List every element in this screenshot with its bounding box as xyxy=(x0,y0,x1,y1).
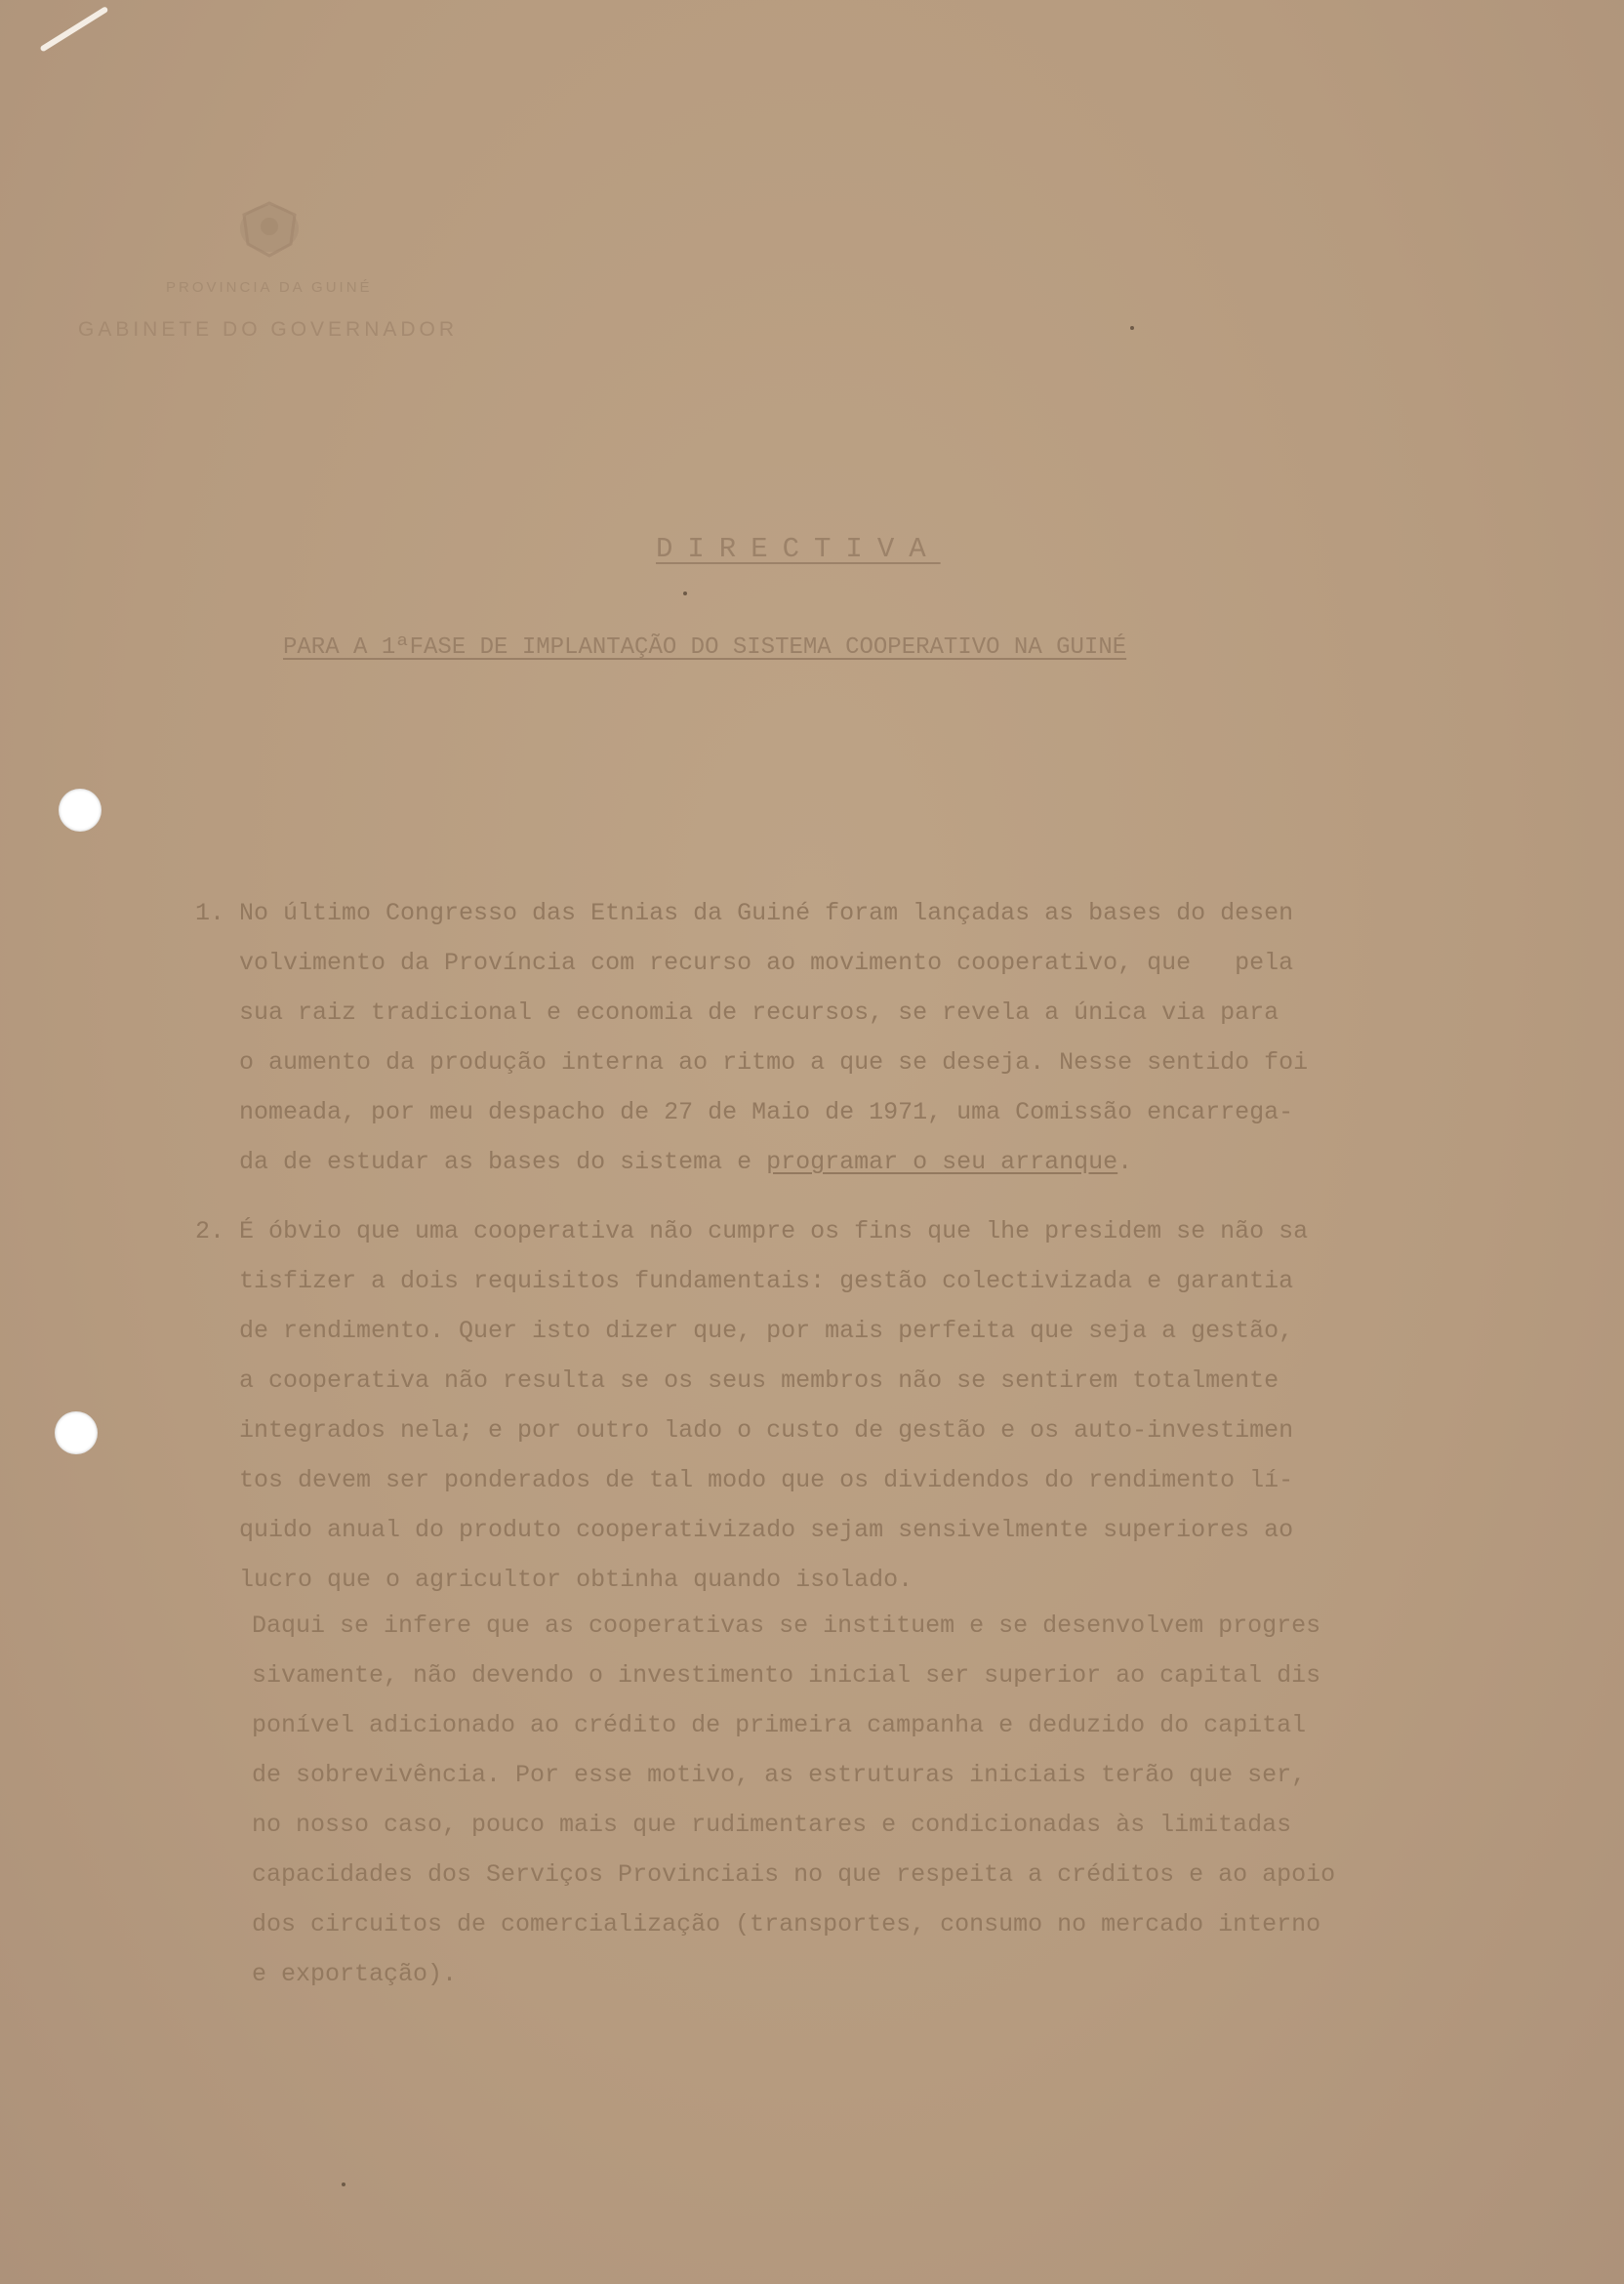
paragraph-line: Daqui se infere que as cooperativas se instituem e se desenvolvem progres xyxy=(252,1611,1321,1640)
paragraph-line-final xyxy=(195,1137,1308,1187)
paragraph-line: dos circuitos de comercialização (transportes, consumo no mercado interno xyxy=(252,1910,1321,1938)
paragraph-line: ponível adicionado ao crédito de primeira campanha e deduzido do capital xyxy=(252,1711,1307,1739)
letterhead-office: GABINETE DO GOVERNADOR xyxy=(78,318,459,341)
paragraph-line-end: . xyxy=(1117,1148,1133,1176)
paragraph-line: capacidades dos Serviços Provinciais no que respeita a créditos e ao apoio xyxy=(252,1860,1336,1889)
paragraph-line: 2. É óbvio que uma cooperativa não cumpre os fins que lhe presidem se não sa xyxy=(195,1217,1309,1245)
paragraph-3 xyxy=(252,1601,1335,1999)
paragraph-line: lucro que o agricultor obtinha quando isolado. xyxy=(195,1566,914,1594)
paragraph-line: quido anual do produto cooperativizado sejam sensivelmente superiores ao xyxy=(195,1516,1294,1544)
coat-of-arms-icon xyxy=(223,195,316,264)
paragraph-line: e exportação). xyxy=(252,1960,458,1988)
letterhead-province: PROVINCIA DA GUINÉ xyxy=(166,279,373,296)
paragraph-line: de rendimento. Quer isto dizer que, por mais perfeita que seja a gestão, xyxy=(195,1317,1294,1345)
paper-speck xyxy=(683,591,687,595)
paper-speck xyxy=(342,2182,345,2186)
paragraph-line: no nosso caso, pouco mais que rudimentares e condicionadas às limitadas xyxy=(252,1811,1292,1839)
paragraph-line: tos devem ser ponderados de tal modo que os dividendos do rendimento lí- xyxy=(195,1466,1294,1494)
punch-hole xyxy=(59,789,102,832)
paragraph-line: volvimento da Província com recurso ao movimento cooperativo, que pela xyxy=(195,949,1294,977)
paragraph-line: sivamente, não devendo o investimento inicial ser superior ao capital dis xyxy=(252,1661,1321,1690)
paragraph-line: de sobrevivência. Por esse motivo, as estruturas iniciais terão que ser, xyxy=(252,1761,1307,1789)
underlined-phrase: programar o seu arranque xyxy=(766,1148,1118,1176)
document-title: DIRECTIVA xyxy=(656,533,941,565)
paragraph-line: sua raiz tradicional e economia de recursos, se revela a única via para xyxy=(195,999,1279,1027)
punch-hole xyxy=(55,1411,98,1454)
paper-speck xyxy=(1130,326,1134,330)
paragraph-line: tisfizer a dois requisitos fundamentais: gestão colectivizada e garantia xyxy=(195,1267,1294,1295)
pen-mark xyxy=(39,6,108,52)
paragraph-2 xyxy=(195,1206,1308,1605)
paragraph-line: o aumento da produção interna ao ritmo a que se deseja. Nesse sentido foi xyxy=(195,1048,1309,1077)
paragraph-line: a cooperativa não resulta se os seus membros não se sentirem totalmente xyxy=(195,1366,1279,1395)
paragraph-1 xyxy=(195,888,1308,1187)
paragraph-line: integrados nela; e por outro lado o custo de gestão e os auto-investimen xyxy=(195,1416,1294,1445)
document-subtitle: PARA A 1ªFASE DE IMPLANTAÇÃO DO SISTEMA COOPERATIVO NA GUINÉ xyxy=(283,634,1127,661)
paragraph-line-start: da de estudar as bases do sistema e xyxy=(195,1148,767,1176)
paragraph-line: 1. No último Congresso das Etnias da Guiné foram lançadas as bases do desen xyxy=(195,899,1294,927)
paragraph-line: nomeada, por meu despacho de 27 de Maio de 1971, uma Comissão encarrega- xyxy=(195,1098,1294,1126)
